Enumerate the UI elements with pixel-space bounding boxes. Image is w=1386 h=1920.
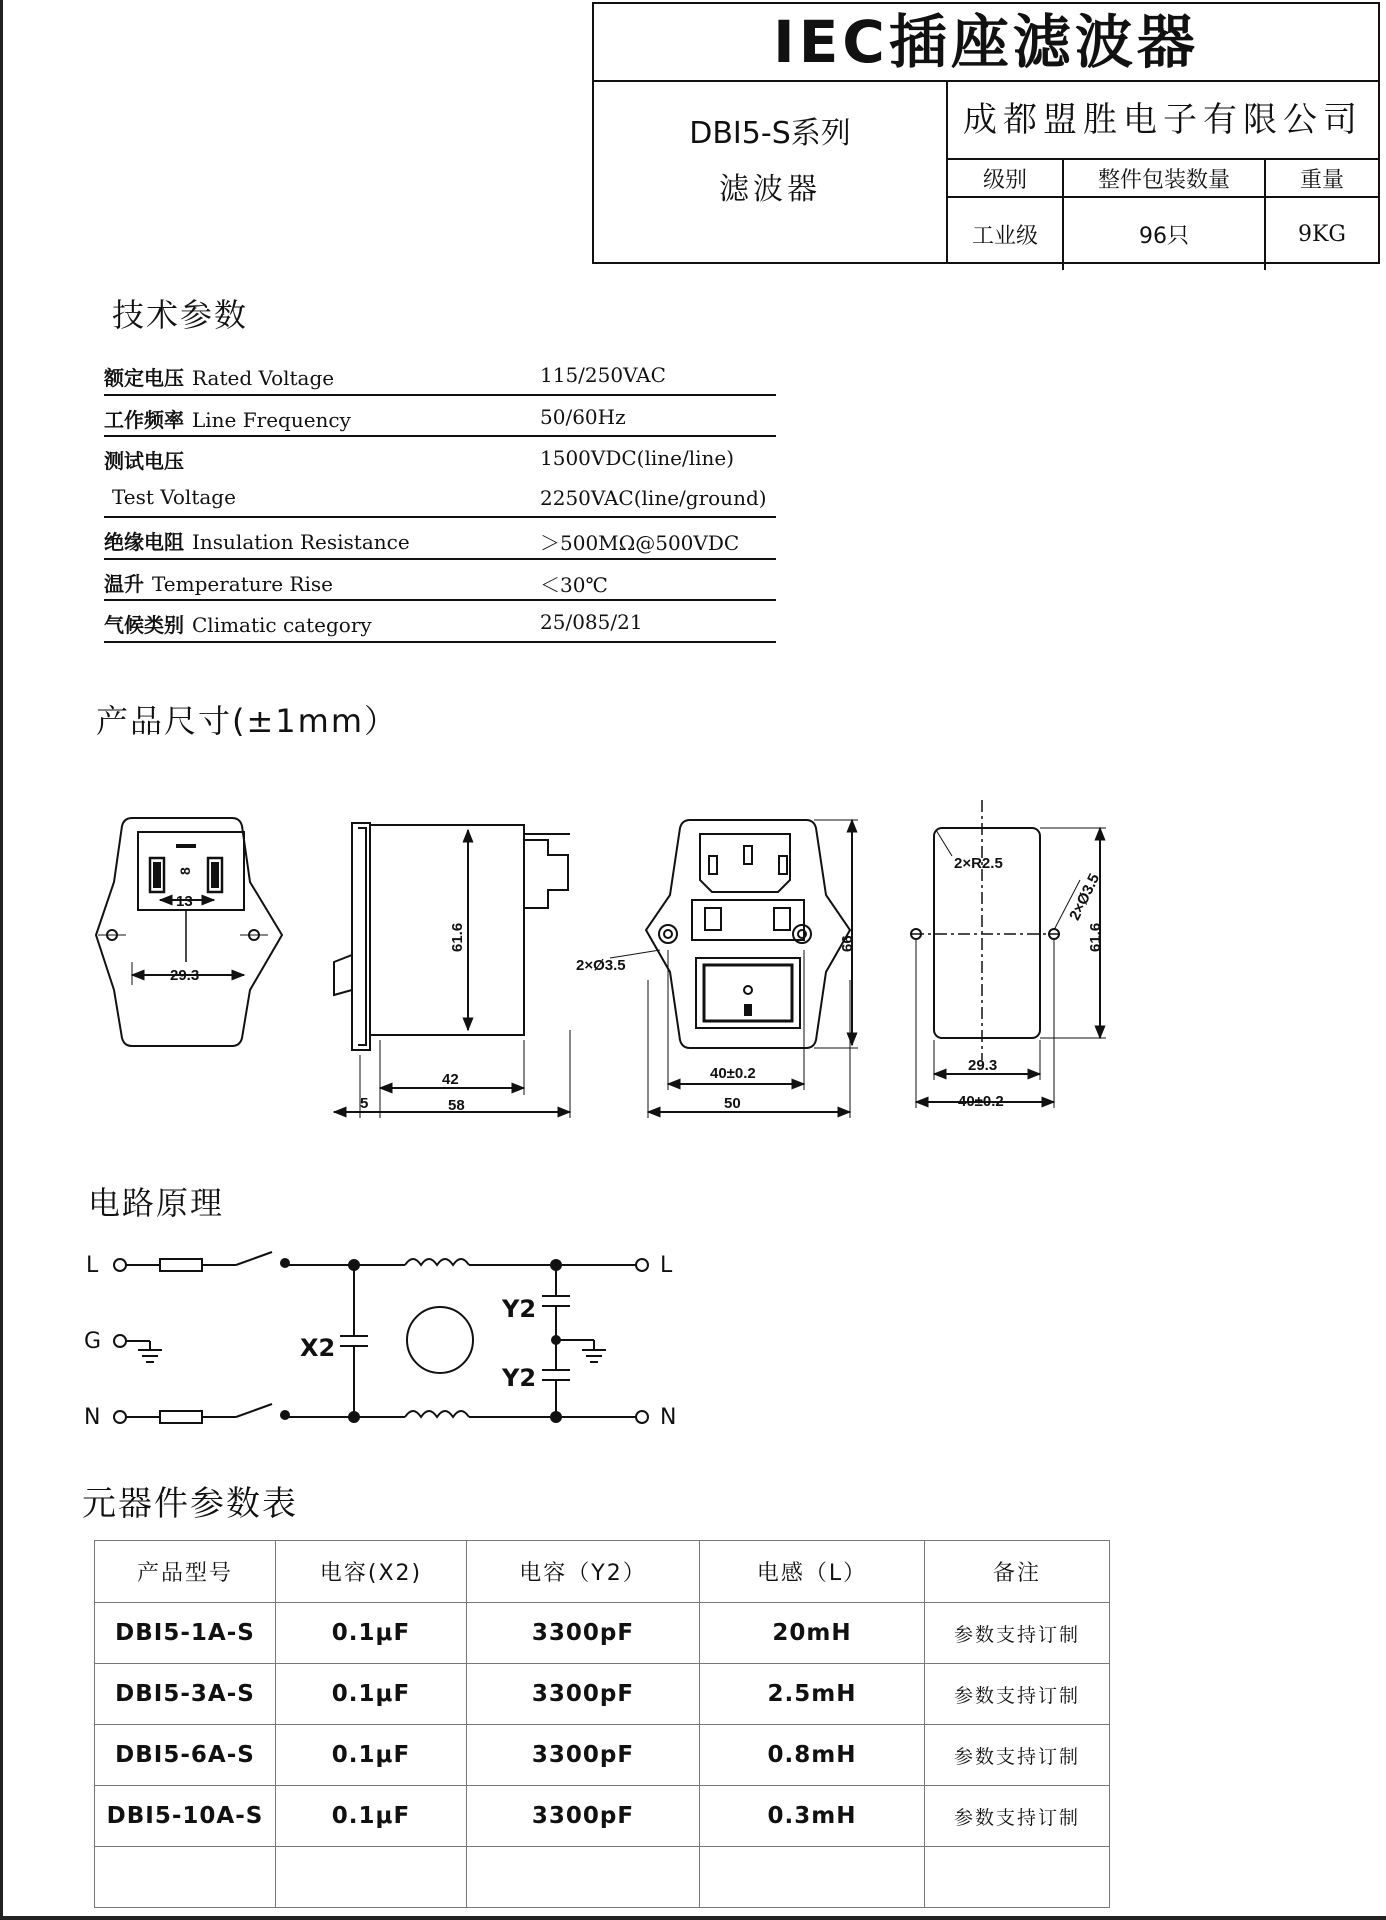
dim-label: 2×Ø3.5 xyxy=(1066,871,1104,924)
dimension-drawings xyxy=(0,780,1386,1130)
circuit-label: N xyxy=(660,1405,677,1430)
grade-header: 级别 xyxy=(948,160,1063,197)
document-title: IEC插座滤波器 xyxy=(594,4,1378,82)
spec-label-cn: 工作频率 xyxy=(104,407,184,432)
table-cell: DBI5-3A-S xyxy=(95,1664,276,1725)
table-cell: 3300pF xyxy=(467,1725,700,1786)
dim-label: 2×Ø3.5 xyxy=(576,957,626,974)
spec-heading: 技术参数 xyxy=(112,296,249,334)
table-cell: 参数支持订制 xyxy=(925,1603,1110,1664)
spec-value: 25/085/21 xyxy=(540,610,643,634)
table-cell: DBI5-1A-S xyxy=(95,1603,276,1664)
series-type: 滤波器 xyxy=(719,172,821,207)
dim-label: 61.6 xyxy=(1087,922,1104,952)
spec-label-cn: 气候类别 xyxy=(104,613,184,637)
table-row xyxy=(95,1603,1110,1664)
column-header: 电容(X2) xyxy=(276,1541,467,1603)
table-cell: DBI5-10A-S xyxy=(95,1786,276,1847)
dim-label: 29.3 xyxy=(170,967,200,984)
table-cell: 3300pF xyxy=(467,1786,700,1847)
column-header: 产品型号 xyxy=(95,1541,276,1603)
spec-label-cn: 测试电压 xyxy=(104,449,184,473)
rear-view-drawing xyxy=(96,818,282,1046)
circuit-label: L xyxy=(660,1253,673,1278)
circuit-label: N xyxy=(84,1405,101,1430)
table-row xyxy=(95,1786,1110,1847)
table-cell: 参数支持订制 xyxy=(925,1725,1110,1786)
table-header-row xyxy=(95,1541,1110,1603)
table-row xyxy=(95,1725,1110,1786)
table-cell: 0.1μF xyxy=(276,1725,467,1786)
dim-label: 58 xyxy=(448,1097,465,1114)
spec-value: 1500VDC(line/line) xyxy=(540,446,735,470)
spec-value: 2250VAC(line/ground) xyxy=(540,485,767,510)
table-cell xyxy=(925,1847,1110,1908)
table-cell xyxy=(700,1847,925,1908)
table-cell: 0.8mH xyxy=(700,1725,925,1786)
dim-label: 42 xyxy=(442,1071,459,1088)
dim-label: 13 xyxy=(176,893,193,910)
spec-row xyxy=(104,601,776,643)
spec-label-en: Line Frequency xyxy=(192,407,351,432)
company-name: 成都盟胜电子有限公司 xyxy=(948,80,1378,160)
column-header: 电容（Y2） xyxy=(467,1541,700,1603)
table-cell: 0.3mH xyxy=(700,1786,925,1847)
spec-label-en: Climatic category xyxy=(192,613,372,637)
dim-label: 61.6 xyxy=(449,922,466,952)
circuit-label: X2 xyxy=(300,1334,336,1362)
spec-table xyxy=(104,354,776,643)
components-heading: 元器件参数表 xyxy=(82,1484,298,1524)
spec-label-en: Rated Voltage xyxy=(192,366,335,390)
spec-value: 50/60Hz xyxy=(540,404,626,429)
table-cell xyxy=(276,1847,467,1908)
quantity-value: 96只 xyxy=(1063,197,1265,270)
spec-row xyxy=(104,518,776,560)
dim-label: 40±0.2 xyxy=(958,1093,1004,1110)
dim-label: 5 xyxy=(360,1095,369,1112)
spec-label-en: Test Voltage xyxy=(112,484,236,509)
weight-value: 9KG xyxy=(1265,197,1378,270)
table-row xyxy=(95,1664,1110,1725)
packing-info-table xyxy=(948,160,1378,270)
dim-label: 8 xyxy=(177,867,193,875)
table-cell: DBI5-6A-S xyxy=(95,1725,276,1786)
dim-label: 50 xyxy=(724,1095,741,1112)
spec-row xyxy=(104,477,776,519)
table-cell: 3300pF xyxy=(467,1603,700,1664)
table-cell xyxy=(95,1847,276,1908)
table-cell: 2.5mH xyxy=(700,1664,925,1725)
dim-label: 40±0.2 xyxy=(710,1065,756,1082)
spec-value: ＜30℃ xyxy=(540,572,608,597)
column-header: 电感（L） xyxy=(700,1541,925,1603)
table-cell xyxy=(467,1847,700,1908)
quantity-header: 整件包装数量 xyxy=(1063,160,1265,197)
dim-label: 2×R2.5 xyxy=(954,855,1003,872)
table-cell: 参数支持订制 xyxy=(925,1786,1110,1847)
column-header: 备注 xyxy=(925,1541,1110,1603)
spec-label-cn: 额定电压 xyxy=(104,366,184,390)
circuit-heading: 电路原理 xyxy=(88,1184,225,1222)
spec-label-cn: 温升 xyxy=(104,571,144,596)
circuit-label: Y2 xyxy=(502,1364,537,1392)
components-table xyxy=(94,1540,1110,1908)
circuit-diagram xyxy=(0,1240,1386,1430)
weight-header: 重量 xyxy=(1265,160,1378,197)
spec-value: ＞500MΩ@500VDC xyxy=(540,531,740,555)
spec-label-en: Insulation Resistance xyxy=(192,530,410,554)
spec-value: 115/250VAC xyxy=(540,363,666,387)
spec-label-cn: 绝缘电阻 xyxy=(104,530,184,554)
circuit-label: Y2 xyxy=(502,1295,537,1323)
header-box xyxy=(592,2,1380,264)
series-name: DBI5-S系列 xyxy=(689,116,851,151)
table-cell: 0.1μF xyxy=(276,1603,467,1664)
page-frame-bottom xyxy=(0,1916,1386,1920)
circuit-label: L xyxy=(86,1253,99,1278)
spec-row xyxy=(104,396,776,438)
table-row-empty xyxy=(95,1847,1110,1908)
table-cell: 0.1μF xyxy=(276,1786,467,1847)
series-block xyxy=(594,80,948,264)
dim-label: 29.3 xyxy=(968,1057,998,1074)
grade-value: 工业级 xyxy=(971,223,1038,249)
spec-row xyxy=(104,354,776,396)
dim-label: 66 xyxy=(839,935,856,952)
spec-row xyxy=(104,560,776,602)
spec-row xyxy=(104,437,776,477)
table-cell: 0.1μF xyxy=(276,1664,467,1725)
circuit-label: G xyxy=(84,1329,102,1354)
table-cell: 3300pF xyxy=(467,1664,700,1725)
spec-label-en: Temperature Rise xyxy=(152,571,333,596)
cutout-view-drawing xyxy=(911,800,1106,1108)
dimensions-heading: 产品尺寸(±1mm） xyxy=(96,702,399,740)
table-cell: 参数支持订制 xyxy=(925,1664,1110,1725)
table-cell: 20mH xyxy=(700,1603,925,1664)
